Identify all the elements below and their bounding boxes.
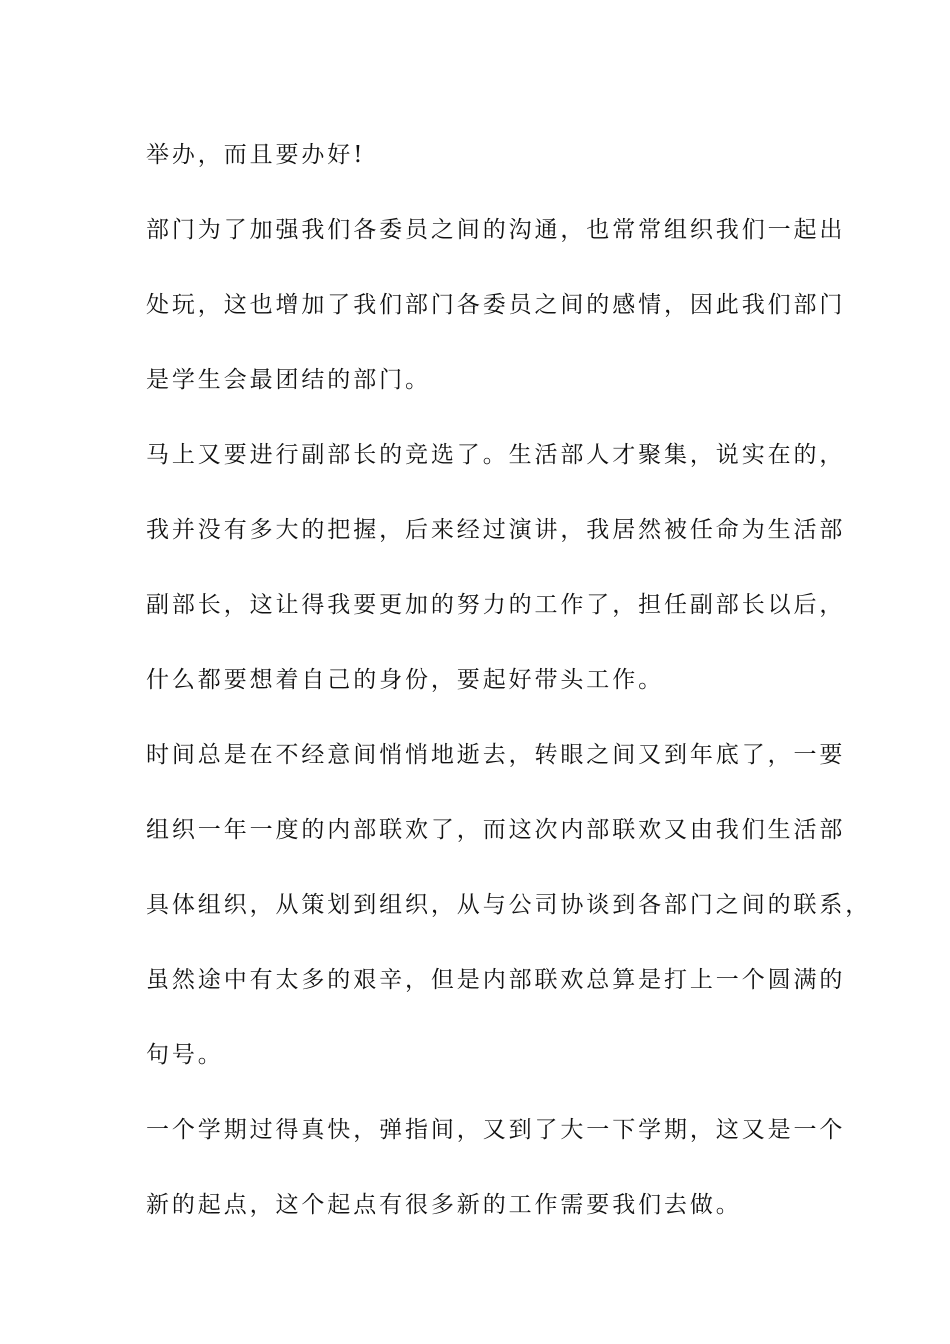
text-line: 部门为了加强我们各委员之间的沟通，也常常组织我们一起出	[146, 217, 846, 243]
text-line: 什么都要想着自己的身份，要起好带头工作。	[146, 667, 664, 693]
text-line: 举办，而且要办好!	[146, 142, 366, 168]
text-line: 一个学期过得真快，弹指间，又到了大一下学期，这又是一个	[146, 1117, 846, 1143]
text-line: 新的起点，这个起点有很多新的工作需要我们去做。	[146, 1192, 742, 1218]
text-line: 时间总是在不经意间悄悄地逝去，转眼之间又到年底了，一要	[146, 742, 846, 768]
text-line: 句号。	[146, 1042, 224, 1068]
text-line: 处玩，这也增加了我们部门各委员之间的感情，因此我们部门	[146, 292, 846, 318]
text-line: 马上又要进行副部长的竞选了。生活部人才聚集，说实在的，	[146, 442, 846, 468]
text-line: 组织一年一度的内部联欢了，而这次内部联欢又由我们生活部	[146, 817, 846, 843]
text-line: 具体组织，从策划到组织，从与公司协谈到各部门之间的联系，	[146, 892, 872, 918]
text-line: 副部长，这让得我要更加的努力的工作了，担任副部长以后，	[146, 592, 846, 618]
document-body	[146, 130, 872, 1255]
text-line: 我并没有多大的把握，后来经过演讲，我居然被任命为生活部	[146, 517, 846, 543]
text-line: 虽然途中有太多的艰辛，但是内部联欢总算是打上一个圆满的	[146, 967, 846, 993]
text-line: 是学生会最团结的部门。	[146, 367, 431, 393]
